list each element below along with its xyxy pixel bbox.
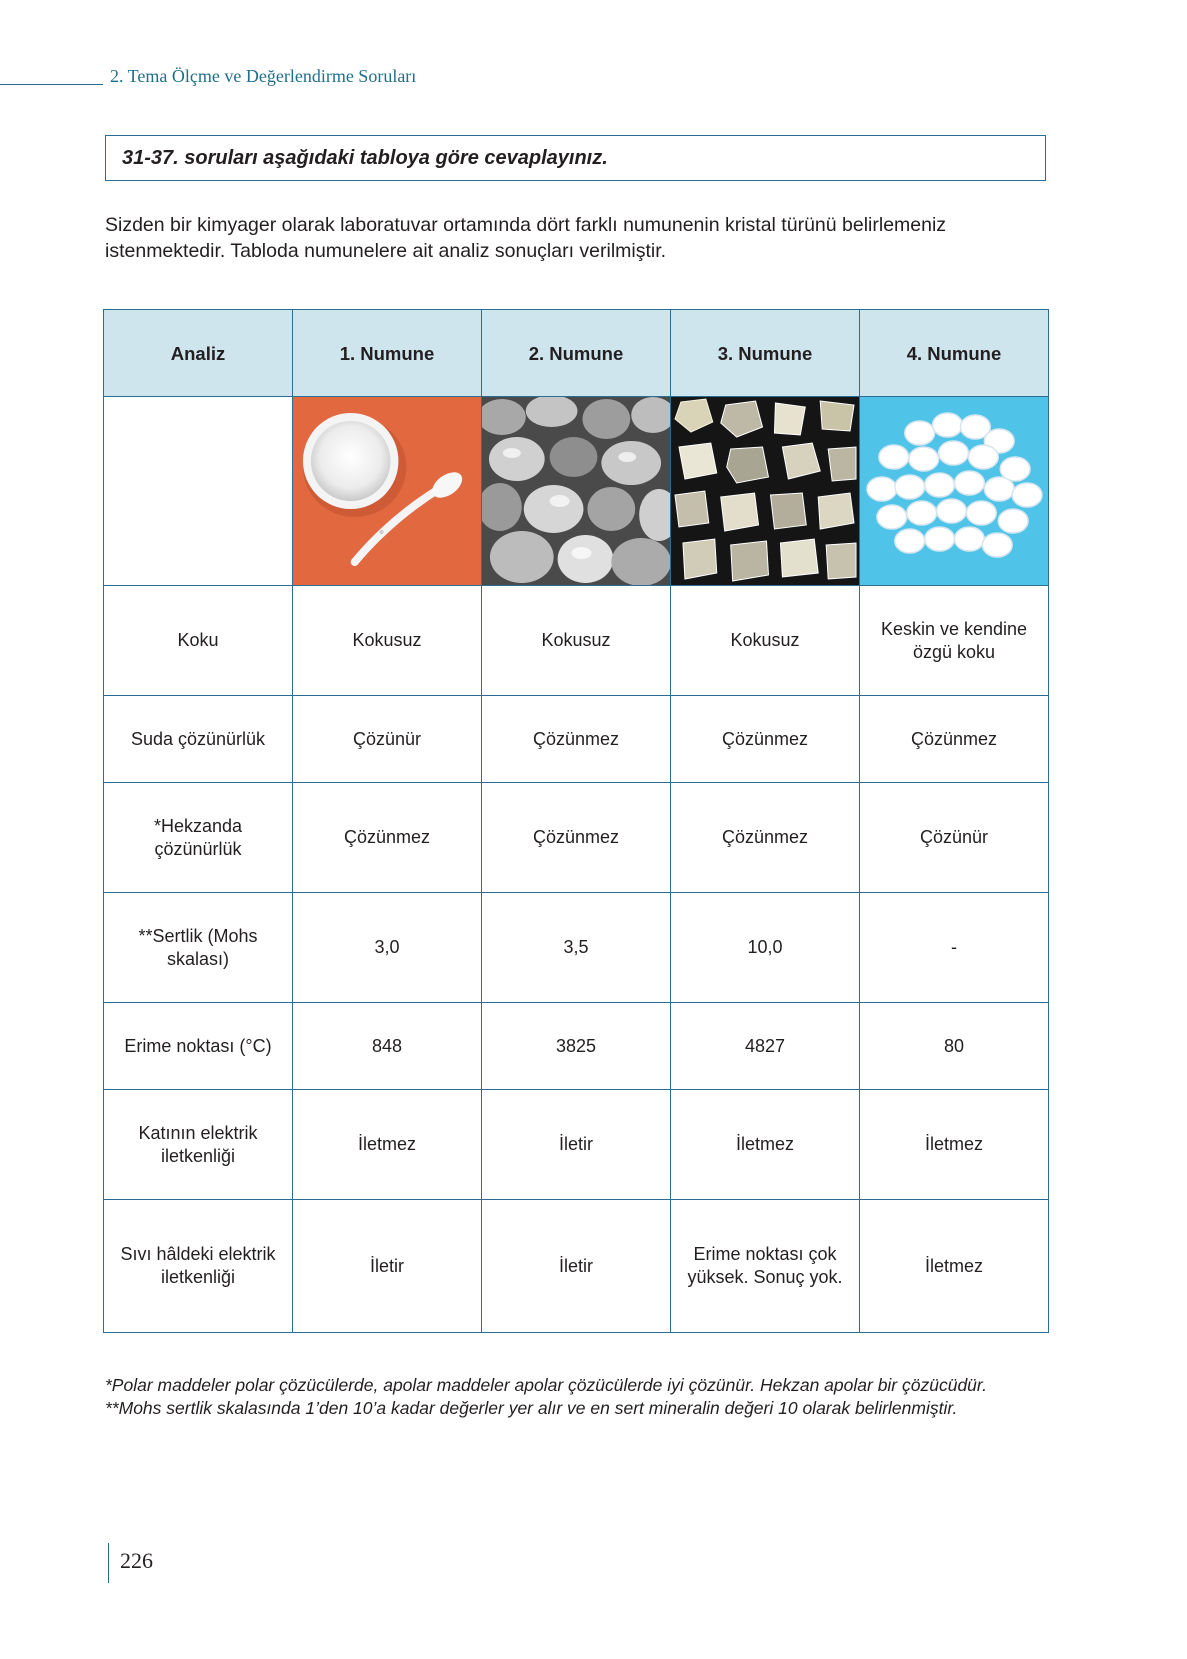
table-row-sivi-iletkenlik (104, 1200, 1049, 1333)
row-label: Suda çözünürlük (104, 696, 293, 783)
footnote-polar: *Polar maddeler polar çözücülerde, apolar maddeler apolar çözücülerde iyi çözünür. Hekzan apolar bir çözücüdür. (105, 1375, 987, 1395)
header-title: 2. Tema Ölçme ve Değerlendirme Soruları (110, 66, 417, 86)
table-row-hekzanda-cozunurluk (104, 783, 1049, 893)
table-cell: 4827 (671, 1003, 860, 1090)
table-cell: Keskin ve kendine özgü koku (860, 586, 1049, 696)
instruction-text: 31-37. soruları aşağıdaki tabloya göre cevaplayınız. (122, 146, 608, 169)
table-cell: Çözünmez (671, 783, 860, 893)
table-header-row (104, 310, 1049, 397)
table-cell: 80 (860, 1003, 1049, 1090)
image-row-label-cell (104, 397, 293, 586)
table-cell: - (860, 893, 1049, 1003)
row-label: *Hekzanda çözünürlük (104, 783, 293, 893)
table-cell: 848 (293, 1003, 482, 1090)
analysis-table (103, 309, 1049, 1333)
sample-3-image (671, 397, 860, 586)
table-cell: İletmez (671, 1090, 860, 1200)
intro-paragraph: Sizden bir kimyager olarak laboratuvar ortamında dört farklı numunenin kristal türünü belirlemeniz istenmektedir. Tabloda numunelere ait analiz sonuçları verilmiştir. (105, 214, 947, 262)
sample-4-image (860, 397, 1049, 586)
page-number-rule (108, 1543, 109, 1583)
table-cell: 10,0 (671, 893, 860, 1003)
header-cell-numune-1: 1. Numune (293, 310, 482, 397)
table-cell: Çözünmez (293, 783, 482, 893)
header-rule (0, 84, 103, 85)
page-number: 226 (120, 1548, 153, 1573)
table-cell: Çözünmez (860, 696, 1049, 783)
table-cell: Çözünmez (671, 696, 860, 783)
salt-bowl-photo (293, 397, 481, 585)
table-row-sertlik (104, 893, 1049, 1003)
table-row-erime-noktasi (104, 1003, 1049, 1090)
table-cell: Kokusuz (293, 586, 482, 696)
white-tablets-photo (860, 397, 1048, 585)
table-cell: Çözünmez (482, 783, 671, 893)
metal-nuggets-photo (482, 397, 670, 585)
sample-2-image (482, 397, 671, 586)
footnotes (105, 1374, 1105, 1420)
sample-1-image (293, 397, 482, 586)
table-row-koku (104, 586, 1049, 696)
table-cell: İletmez (860, 1090, 1049, 1200)
table-cell: 3,5 (482, 893, 671, 1003)
table-cell: İletir (293, 1200, 482, 1333)
row-label: Erime noktası (°C) (104, 1003, 293, 1090)
table-cell: Çözünür (860, 783, 1049, 893)
table-cell: İletir (482, 1090, 671, 1200)
instruction-box (105, 135, 1046, 181)
table-cell: Çözünmez (482, 696, 671, 783)
table-cell: Kokusuz (482, 586, 671, 696)
table-cell: 3825 (482, 1003, 671, 1090)
row-label: Sıvı hâldeki elektrik iletkenliği (104, 1200, 293, 1333)
table-cell: Erime noktası çok yüksek. Sonuç yok. (671, 1200, 860, 1333)
header-cell-analiz: Analiz (104, 310, 293, 397)
header-cell-numune-2: 2. Numune (482, 310, 671, 397)
header-cell-numune-3: 3. Numune (671, 310, 860, 397)
table-cell: Kokusuz (671, 586, 860, 696)
table-cell: İletmez (293, 1090, 482, 1200)
row-label: Koku (104, 586, 293, 696)
table-row-kati-iletkenlik (104, 1090, 1049, 1200)
table-cell: İletir (482, 1200, 671, 1333)
table-cell: Çözünür (293, 696, 482, 783)
table-cell: 3,0 (293, 893, 482, 1003)
diamond-crystals-photo (671, 397, 859, 585)
row-label: **Sertlik (Mohs skalası) (104, 893, 293, 1003)
table-cell: İletmez (860, 1200, 1049, 1333)
row-label: Katının elektrik iletkenliği (104, 1090, 293, 1200)
header-cell-numune-4: 4. Numune (860, 310, 1049, 397)
table-row-suda-cozunurluk (104, 696, 1049, 783)
footnote-mohs: **Mohs sertlik skalasında 1’den 10’a kadar değerler yer alır ve en sert mineralin değeri 10 olarak belirlenmiştir. (105, 1398, 958, 1418)
image-row (104, 397, 1049, 586)
